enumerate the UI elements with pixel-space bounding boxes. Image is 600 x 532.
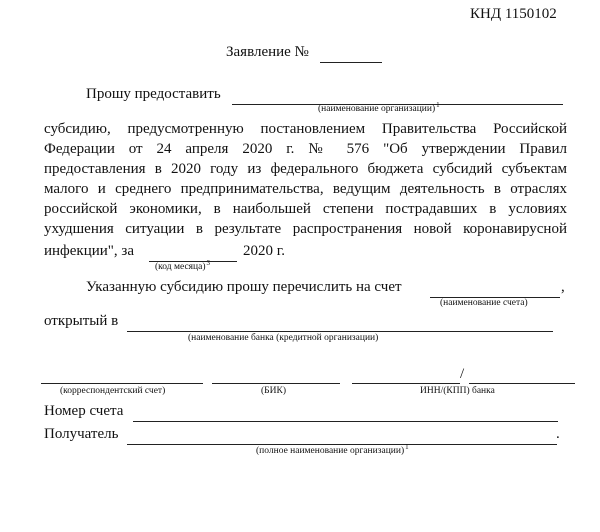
inn-kpp-hint: ИНН/(КПП) банка: [420, 386, 495, 396]
account-number-label: Номер счета: [44, 403, 124, 419]
corr-account-hint: (корреспондентский счет): [60, 386, 166, 396]
last-line-suffix: 2020 г.: [243, 243, 285, 259]
corr-account-field[interactable]: [41, 383, 203, 384]
organization-name-hint: (наименование организации)$^1$: [318, 101, 440, 114]
recipient-name-field[interactable]: [127, 444, 557, 445]
inn-field[interactable]: [352, 383, 460, 384]
subsidy-paragraph: [44, 119, 567, 239]
paragraph-line: российской экономики, в наибольшей степени пострадавших в условиях: [44, 201, 567, 217]
form-code: КНД 1150102: [470, 6, 557, 22]
account-trailing-comma: ,: [561, 279, 565, 295]
account-number-field[interactable]: [133, 421, 558, 422]
recipient-name-hint: (полное наименование организации)$^1$: [256, 443, 409, 456]
application-number-field[interactable]: [320, 62, 382, 63]
paragraph-line: субсидию, предусмотренную постановлением Правительства Российской: [44, 121, 567, 137]
bank-label: открытый в: [44, 313, 119, 329]
paragraph-line: Федерации от 24 апреля 2020 г. № 576 "Об утверждении Правил: [44, 141, 567, 157]
last-line-prefix: инфекции", за: [44, 243, 135, 259]
bank-name-field[interactable]: [127, 331, 553, 332]
recipient-label: Получатель: [44, 426, 119, 442]
bik-field[interactable]: [212, 383, 340, 384]
paragraph-line: ухудшения ситуации в результате распространения новой коронавирусной: [44, 221, 567, 237]
bank-name-hint: (наименование банка (кредитной организации): [188, 333, 379, 343]
recipient-trailing-period: .: [556, 426, 560, 442]
account-name-hint: (наименование счета): [440, 298, 528, 308]
account-label: Указанную субсидию прошу перечислить на счет: [86, 279, 402, 295]
document-title: Заявление №: [226, 44, 309, 60]
paragraph-line: малого и среднего предпринимательства, ведущим деятельность в отраслях: [44, 181, 567, 197]
inn-kpp-separator: /: [460, 366, 465, 382]
month-code-hint: (код месяца)$^3$: [155, 259, 210, 272]
bik-hint: (БИК): [261, 386, 286, 396]
paragraph-line: предоставления в 2020 году из федерального бюджета субсидий субъектам: [44, 161, 567, 177]
kpp-field[interactable]: [469, 383, 575, 384]
request-label: Прошу предоставить: [86, 86, 221, 102]
